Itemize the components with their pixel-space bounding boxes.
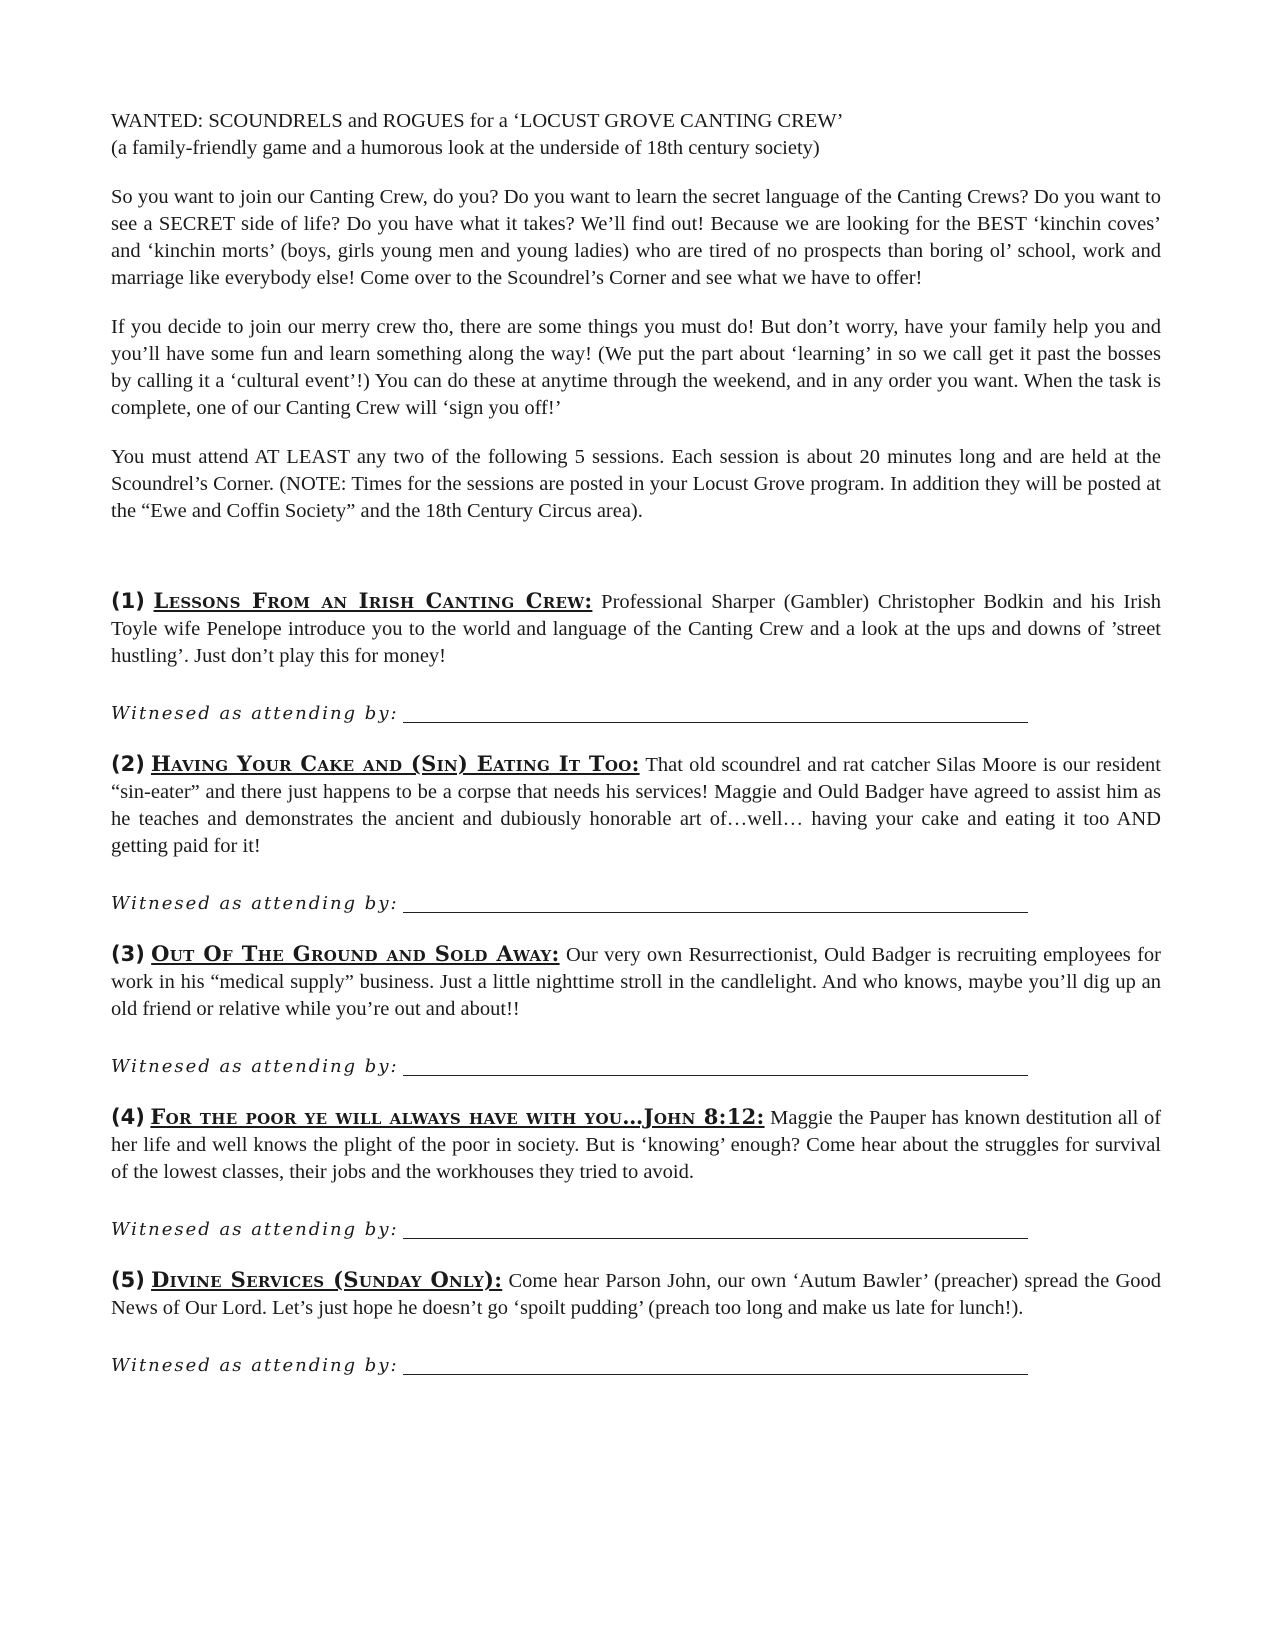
session-title: Divine Services (Sunday Only):	[151, 1267, 503, 1292]
session-title: Out Of The Ground and Sold Away:	[151, 941, 560, 966]
intro-paragraph-2: If you decide to join our merry crew tho, there are some things you must do! But don’t worry, have your family help you and you’ll have some fun and learn something along the way! (We put the part about ‘learning’ in so we call get it past the bosses by calling it a ‘cultural event’!) You can do these at anytime through the weekend, and in any order you want. When the task is complete, one of our Canting Crew will ‘sign you off!’	[111, 316, 1161, 419]
session-number: (3)	[111, 942, 145, 966]
session-number: (5)	[111, 1268, 145, 1292]
signature-field[interactable]	[403, 1373, 1028, 1375]
session-number: (2)	[111, 752, 145, 776]
session-title: For the poor ye will always have with you…John 8:12:	[150, 1104, 765, 1129]
page-subtitle: (a family-friendly game and a humorous look at the underside of 18th century society)	[111, 137, 820, 159]
section-spacer	[111, 547, 1161, 587]
session-5	[111, 1266, 1161, 1379]
session-text: Our very own Resurrectionist, Ould Badger is recruiting employees for work in his “medical supply” business. Just a little nighttime stroll in the candlelight. And who knows, maybe you’ll dig up an old friend or relative while you’re out and about!!	[111, 944, 1161, 1020]
signature-field[interactable]	[403, 721, 1028, 723]
session-description	[111, 587, 1161, 670]
witness-label: Witnesed as attending by:	[111, 893, 399, 914]
signature-field[interactable]	[403, 1074, 1028, 1076]
session-text: Maggie the Pauper has known destitution all of her life and well knows the plight of the poor in society. But is ‘knowing’ enough? Come hear about the struggles for survival of the lowest classes, their jobs and the workhouses they tried to avoid.	[111, 1107, 1162, 1183]
witness-label: Witnesed as attending by:	[111, 1355, 399, 1376]
witness-signature-line	[111, 1349, 1161, 1379]
witness-signature-line	[111, 1050, 1161, 1080]
session-3	[111, 940, 1161, 1080]
session-4	[111, 1103, 1161, 1243]
session-description	[111, 1266, 1161, 1322]
page-title: WANTED: SCOUNDRELS and ROGUES for a ‘LOCUST GROVE CANTING CREW’	[111, 110, 844, 132]
session-number: (1)	[111, 589, 145, 613]
session-text: Professional Sharper (Gambler) Christopher Bodkin and his Irish Toyle wife Penelope introduce you to the world and language of the Canting Crew and a look at the ups and downs of ’street hustling’. Just don’t play this for money!	[111, 591, 1161, 667]
session-description	[111, 1103, 1161, 1186]
witness-signature-line	[111, 887, 1161, 917]
witness-signature-line	[111, 1213, 1161, 1243]
witness-label: Witnesed as attending by:	[111, 703, 399, 724]
session-title: Having Your Cake and (Sin) Eating It Too:	[150, 751, 640, 776]
session-description	[111, 940, 1161, 1023]
witness-label: Witnesed as attending by:	[111, 1219, 399, 1240]
session-text: That old scoundrel and rat catcher Silas Moore is our resident “sin-eater” and there just happens to be a corpse that needs his services! Maggie and Ould Badger have agreed to assist him as he teaches and demonstrates the ancient and dubiously honorable art of…well… having your cake and eating it too AND getting paid for it!	[111, 754, 1161, 857]
witness-signature-line	[111, 697, 1161, 727]
signature-field[interactable]	[403, 1237, 1028, 1239]
document-page	[111, 108, 1161, 1402]
signature-field[interactable]	[403, 911, 1028, 913]
session-2	[111, 750, 1161, 917]
session-title: Lessons From an Irish Canting Crew:	[153, 588, 593, 613]
session-1	[111, 587, 1161, 727]
intro-paragraph-3: You must attend AT LEAST any two of the following 5 sessions. Each session is about 20 minutes long and are held at the Scoundrel’s Corner. (NOTE: Times for the sessions are posted in your Locust Grove program. In addition they will be posted at the “Ewe and Coffin Society” and the 18th Century Circus area).	[111, 446, 1161, 522]
witness-label: Witnesed as attending by:	[111, 1056, 399, 1077]
session-description	[111, 750, 1161, 860]
session-text: Come hear Parson John, our own ‘Autum Bawler’ (preacher) spread the Good News of Our Lord. Let’s just hope he doesn’t go ‘spoilt pudding’ (preach too long and make us late for lunch!).	[111, 1270, 1162, 1319]
session-number: (4)	[111, 1105, 145, 1129]
intro-paragraph-1: So you want to join our Canting Crew, do you? Do you want to learn the secret language of the Canting Crews? Do you want to see a SECRET side of life? Do you have what it takes? We’ll find out! Because we are looking for the BEST ‘kinchin coves’ and ‘kinchin morts’ (boys, girls young men and young ladies) who are tired of no prospects than boring ol’ school, work and marriage like everybody else! Come over to the Scoundrel’s Corner and see what we have to offer!	[111, 186, 1161, 289]
